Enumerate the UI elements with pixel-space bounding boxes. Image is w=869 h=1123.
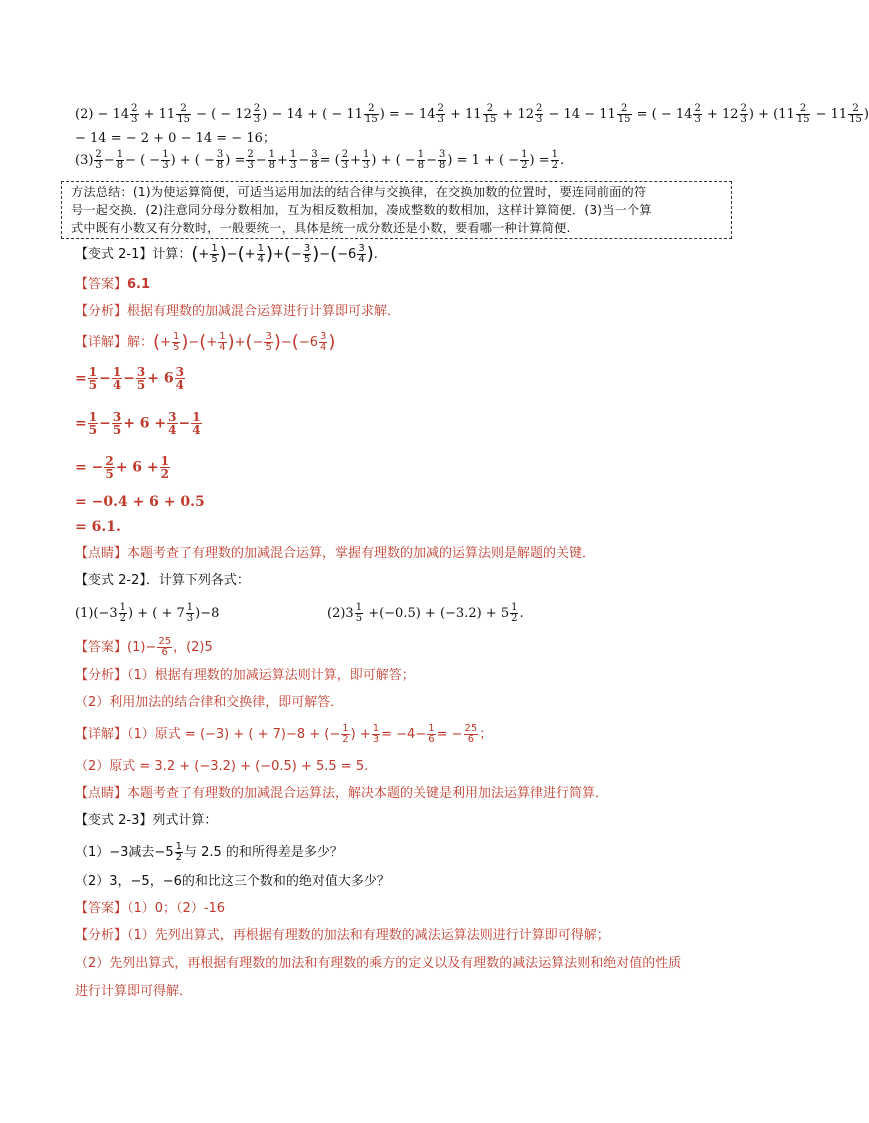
text: (2) − 14	[75, 107, 130, 122]
fraction: $\frac{2}{3}$	[437, 103, 444, 125]
text: −	[426, 153, 437, 168]
step-1: = $\frac{1}{5}$ − $\frac{1}{4}$ − $\frac{3}{5}$ + 6 $\frac{3}{4}$	[75, 365, 184, 392]
step-3: = − $\frac{2}{5}$ + 6 + $\frac{1}{2}$	[75, 454, 170, 481]
text: .	[559, 153, 565, 168]
text: −	[178, 415, 191, 432]
fraction: $\frac{2}{3}$	[253, 103, 261, 125]
question-2-2-2: (2)3 $\frac{1}{5}$ +(−0.5) + (−3.2) + 5 $\frac{1}{2}$ .	[327, 602, 524, 624]
analysis-2-3-line3: 进行计算即可得解．	[75, 984, 193, 999]
detail-2-2-line2: （2）原式 = 3.2 + (−3.2) + (−0.5) + 5.5 = 5.	[75, 759, 369, 774]
solution-line-2	[75, 104, 869, 125]
text: (1)−	[127, 640, 157, 655]
text: = (	[319, 153, 340, 168]
text: =	[75, 415, 87, 432]
analysis-2-1	[75, 303, 400, 321]
method-line-2: 号一起交换．(2)注意同分母分数相加，互为相反数相加，凑成整数的数相加，这样计算简便．(3)当一个算	[71, 203, 652, 217]
text: + 12	[702, 107, 739, 122]
answer-tag: 【答案】	[75, 901, 128, 916]
step-2: = $\frac{1}{5}$ − $\frac{3}{5}$ + 6 + $\frac{3}{4}$ − $\frac{1}{4}$	[75, 410, 201, 437]
fraction: $\frac{2}{3}$	[740, 103, 747, 125]
fraction: $\frac{1}{2}$	[521, 149, 528, 171]
fraction: $\frac{2}{3}$	[341, 149, 349, 171]
comment-2-1	[75, 545, 595, 563]
text: （1）原式 = (−3) + ( + 7)−8 + (−	[127, 727, 341, 742]
fraction: $\frac{1}{2}$	[551, 149, 558, 171]
text: ) +	[350, 727, 371, 742]
text: .	[519, 606, 524, 621]
fraction: $\frac{2}{3}$	[247, 149, 254, 171]
answer-value: 6.1	[127, 277, 151, 292]
text: −	[298, 153, 310, 168]
fraction: $\frac{2}{3}$	[95, 149, 102, 171]
answer-tag: 【答案】	[75, 640, 128, 655]
text: −	[103, 153, 115, 168]
text: )−8	[195, 606, 220, 621]
text: = −	[436, 727, 463, 742]
fraction: $\frac{1}{8}$	[417, 149, 425, 171]
analysis-2-2-line2: （2）利用加法的结合律和交换律，即可解答．	[75, 695, 344, 710]
detail-tag: 【详解】	[75, 335, 128, 350]
detail-2-2: 【详解】（1）原式 = (−3) + ( + 7)−8 + (− $\frac{1}{2}$ ) + $\frac{1}{3}$ = −4− $\frac{1}{6}$ = − $\frac{25}{6}$ ；	[75, 723, 493, 745]
fraction: $\frac{2}{15}$	[177, 103, 190, 125]
analysis-text: 根据有理数的加减混合运算进行计算即可求解．	[127, 304, 401, 319]
comment-tag: 【点睛】	[75, 786, 128, 801]
comment-tag: 【点睛】	[75, 546, 128, 561]
analysis-2-3	[75, 927, 610, 945]
answer-2-2: 【答案】(1)− $\frac{25}{6}$ ，(2)5	[75, 636, 213, 658]
text: − 14 − 11	[544, 107, 616, 122]
fraction: $\frac{2}{3}$	[131, 103, 138, 125]
step-5: = 6.1.	[75, 519, 121, 535]
fraction: $\frac{2}{15}$	[617, 103, 631, 125]
fraction: $\frac{2}{15}$	[364, 103, 378, 125]
analysis-text: （1）先列出算式，再根据有理数的加法和有理数的减法运算法则进行计算即可得解；	[127, 928, 610, 943]
fraction: $\frac{2}{15}$	[849, 103, 862, 125]
text: ) − 14 + ( − 11	[262, 107, 363, 122]
expression: (+ $\frac{1}{5}$ )−(+ $\frac{1}{4}$ )+(− $\frac{3}{5}$ )−(−6 $\frac{3}{4}$ )	[153, 331, 336, 353]
text: （1）−3减去−5	[75, 845, 174, 860]
text: ) = 1 + ( −	[447, 153, 520, 168]
comment-text: 本题考查了有理数的加减混合运算，掌握有理数的加减的运算法则是解题的关键．	[127, 546, 596, 561]
text: 与 2.5 的和所得差是多少？	[183, 845, 343, 860]
text: −	[123, 370, 135, 387]
text: + 11	[139, 107, 176, 122]
fraction: $\frac{3}{8}$	[216, 149, 224, 171]
variant-2-3-title: 【变式 2-3】列式计算：	[75, 813, 218, 828]
fraction: $\frac{3}{8}$	[438, 149, 446, 171]
fraction: $\frac{1}{3}$	[289, 149, 297, 171]
fraction: $\frac{2}{15}$	[796, 103, 810, 125]
text: −	[99, 415, 111, 432]
fraction: $\frac{2}{3}$	[536, 103, 543, 125]
fraction: $\frac{3}{8}$	[311, 149, 318, 171]
question-2-2-1: (1)(−3 $\frac{1}{2}$ ) + ( + 7 $\frac{1}{3}$ )−8	[75, 602, 220, 624]
text: + 11	[445, 107, 482, 122]
text: ) =	[225, 153, 246, 168]
text: (2)3	[327, 606, 354, 621]
text: + 6 +	[115, 459, 159, 476]
answer-2-3	[75, 900, 225, 918]
fraction: $\frac{1}{8}$	[116, 149, 124, 171]
text: + 12	[498, 107, 534, 122]
text: − 11	[811, 107, 848, 122]
expression: (+ $\frac{1}{5}$ )−(+ $\frac{1}{4}$ )+(− $\frac{3}{5}$ )−(−6 $\frac{3}{4}$ ).	[191, 243, 378, 265]
fraction: $\frac{1}{8}$	[268, 149, 276, 171]
answer-value: （1）0；（2）-16	[127, 901, 226, 916]
fraction: $\frac{1}{3}$	[363, 149, 370, 171]
text: −	[99, 370, 111, 387]
fraction: $\frac{1}{3}$	[162, 149, 169, 171]
text: (1)(−3	[75, 606, 118, 621]
comment-2-2	[75, 785, 608, 803]
text: +	[277, 153, 288, 168]
text: + 6	[147, 370, 174, 387]
text: 解：	[127, 335, 154, 350]
text: 【变式 2-1】计算：	[75, 247, 192, 262]
answer-2-1	[75, 276, 150, 294]
analysis-tag: 【分析】	[75, 304, 128, 319]
analysis-text: （1）根据有理数的加减运算法则计算，即可解答；	[127, 668, 415, 683]
analysis-tag: 【分析】	[75, 928, 128, 943]
question-2-3-2: （2）3，−5，−6的和比这三个数和的绝对值大多少？	[75, 874, 390, 889]
text: ；	[479, 727, 493, 742]
answer-tag: 【答案】	[75, 277, 128, 292]
analysis-2-3-line2: （2）先列出算式，再根据有理数的加法和有理数的乘方的定义以及有理数的减法运算法则和绝对值的性质	[75, 956, 682, 971]
detail-tag: 【详解】	[75, 727, 128, 742]
analysis-tag: 【分析】	[75, 668, 128, 683]
text: − ( −	[125, 153, 161, 168]
detail-2-1	[75, 332, 335, 353]
solution-line-2-cont: − 14 = − 2 + 0 − 14 = − 16；	[75, 131, 276, 146]
text: ) + ( −	[371, 153, 416, 168]
method-line-1: 方法总结：(1)为使运算简便，可适当运用加法的结合律与交换律，在交换加数的位置时，要连同前面的符	[71, 185, 647, 199]
method-summary-box	[61, 181, 732, 239]
method-line-3: 式中既有小数又有分数时，一般要统一，具体是统一成分数还是小数，要看哪一种计算简便.	[71, 221, 571, 235]
text: ) + ( + 7	[128, 606, 185, 621]
text: ) = − 14	[379, 107, 436, 122]
question-2-3-1: （1）−3减去−5 $\frac{1}{2}$ 与 2.5 的和所得差是多少？	[75, 841, 343, 863]
text: − ( − 12	[191, 107, 252, 122]
text: −	[255, 153, 267, 168]
text: (3)	[75, 153, 94, 168]
text: ) + (11	[748, 107, 795, 122]
text: +	[350, 153, 361, 168]
step-4: = −0.4 + 6 + 0.5	[75, 494, 205, 510]
text: ，(2)5	[173, 640, 213, 655]
fraction: $\frac{2}{3}$	[694, 103, 701, 125]
fraction: $\frac{2}{15}$	[483, 103, 497, 125]
variant-2-2-title: 【变式 2-2】．计算下列各式：	[75, 573, 250, 588]
comment-text: 本题考查了有理数的加减混合运算法，解决本题的关键是利用加法运算律进行简算．	[127, 786, 609, 801]
solution-line-3	[75, 150, 564, 171]
text: ) + ( −	[170, 153, 215, 168]
text: = −4−	[381, 727, 427, 742]
text: )	[863, 107, 869, 122]
text: = −	[75, 459, 104, 476]
text: = ( − 14	[632, 107, 693, 122]
text: ) =	[529, 153, 550, 168]
text: =	[75, 370, 87, 387]
variant-2-1-title	[75, 244, 378, 265]
text: +(−0.5) + (−3.2) + 5	[364, 606, 510, 621]
text: + 6 +	[123, 415, 167, 432]
analysis-2-2	[75, 667, 415, 685]
